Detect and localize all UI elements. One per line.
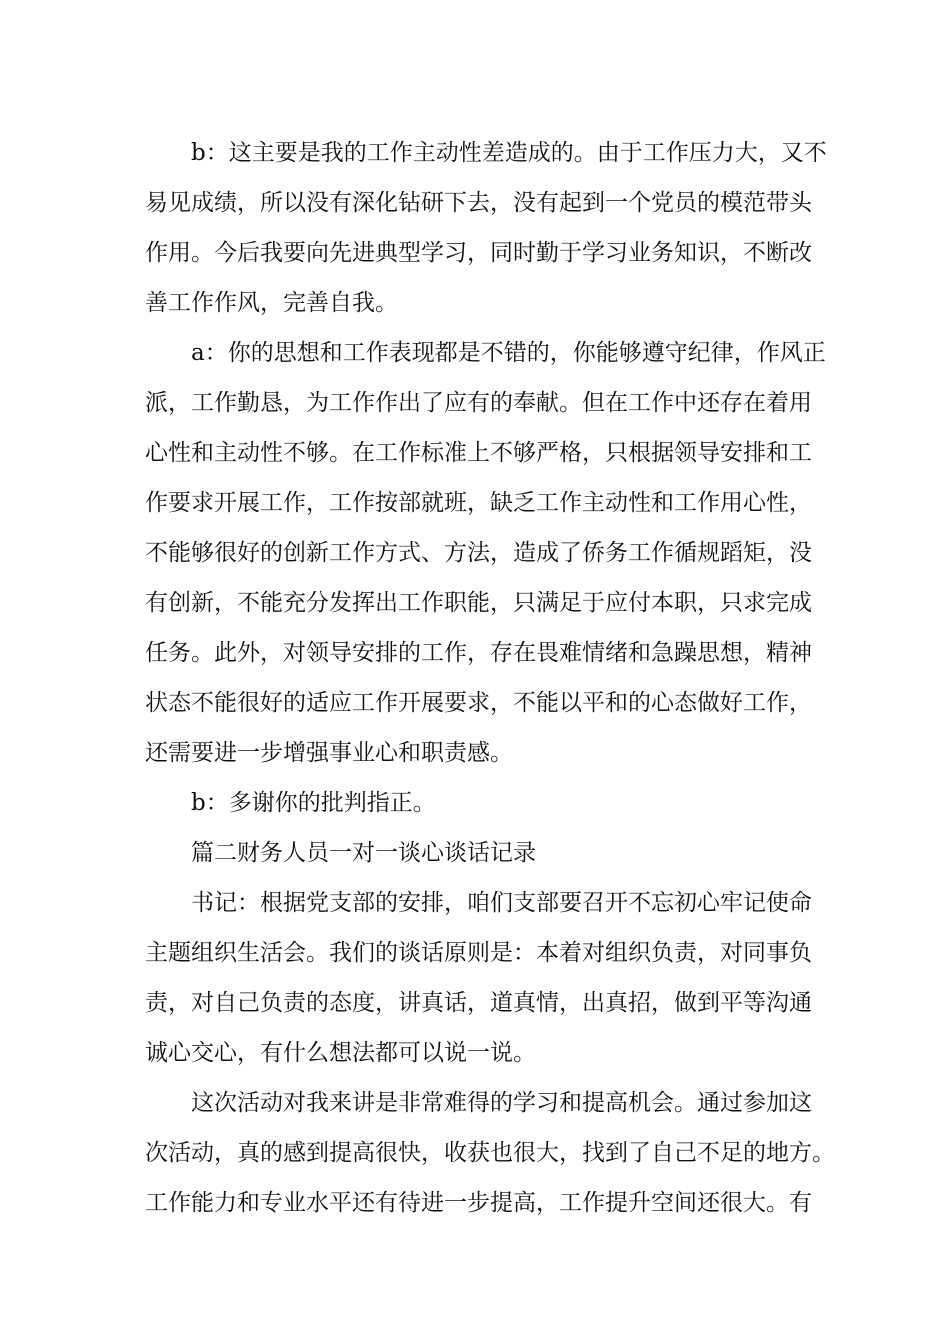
text-line: 派，工作勤恳，为工作作出了应有的奉献。但在工作中还存在着用	[145, 390, 812, 416]
text-line: 作要求开展工作，工作按部就班，缺乏工作主动性和工作用心性，	[145, 490, 812, 516]
text-line: 书记：根据党支部的安排，咱们支部要召开不忘初心牢记使命	[191, 890, 812, 916]
text-line: 有创新，不能充分发挥出工作职能，只满足于应付本职，只求完成	[145, 590, 812, 616]
text-line: 易见成绩，所以没有深化钻研下去，没有起到一个党员的模范带头	[145, 190, 812, 216]
text-line: a：你的思想和工作表现都是不错的，你能够遵守纪律，作风正	[191, 340, 826, 366]
text-line: 不能够很好的创新工作方式、方法，造成了侨务工作循规蹈矩，没	[145, 540, 812, 566]
text-line: 次活动，真的感到提高很快，收获也很大，找到了自己不足的地方。	[145, 1140, 835, 1166]
document-body	[145, 128, 835, 1228]
section-heading: 篇二财务人员一对一谈心谈话记录	[191, 840, 536, 866]
text-line: 责，对自己负责的态度，讲真话，道真情，出真招，做到平等沟通	[145, 990, 812, 1016]
text-line: 任务。此外，对领导安排的工作，存在畏难情绪和急躁思想，精神	[145, 640, 812, 666]
text-line: 心性和主动性不够。在工作标准上不够严格，只根据领导安排和工	[145, 440, 812, 466]
text-line: 还需要进一步增强事业心和职责感。	[145, 740, 513, 766]
text-line: 工作能力和专业水平还有待进一步提高，工作提升空间还很大。有	[145, 1190, 812, 1216]
text-line: b：这主要是我的工作主动性差造成的。由于工作压力大，又不	[191, 140, 827, 166]
text-line: 主题组织生活会。我们的谈话原则是：本着对组织负责，对同事负	[145, 940, 812, 966]
text-line: 这次活动对我来讲是非常难得的学习和提高机会。通过参加这	[191, 1090, 812, 1116]
text-line: 作用。今后我要向先进典型学习，同时勤于学习业务知识，不断改	[145, 240, 812, 266]
text-line: 善工作作风，完善自我。	[145, 290, 398, 316]
text-line: 状态不能很好的适应工作开展要求，不能以平和的心态做好工作，	[145, 690, 812, 716]
text-line: b：多谢你的批判指正。	[191, 790, 436, 816]
text-line: 诚心交心，有什么想法都可以说一说。	[145, 1040, 536, 1066]
